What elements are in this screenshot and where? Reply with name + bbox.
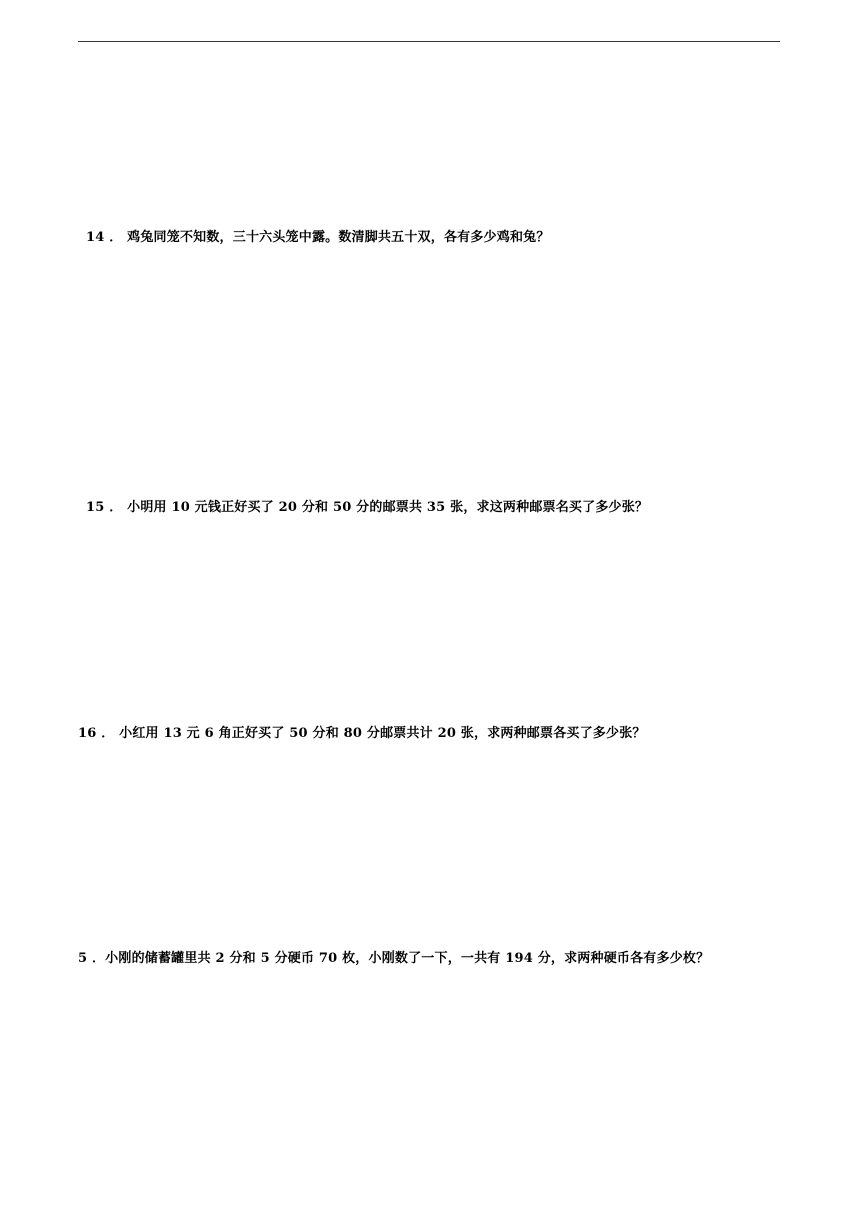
question-16: 16 ． 小红用 13 元 6 角正好买了 50 分和 80 分邮票共计 20 张，求两种邮票各买了多少张？ (78, 726, 646, 741)
question-14: 14 ． 鸡兔同笼不知数，三十六头笼中露。数清脚共五十双，各有多少鸡和兔？ (86, 230, 550, 245)
question-15: 15 ． 小明用 10 元钱正好买了 20 分和 50 分的邮票共 35 张，求这两种邮票名买了多少张？ (86, 500, 649, 515)
header-rule (78, 41, 780, 42)
question-5: 5 ．小刚的储蓄罐里共 2 分和 5 分硬币 70 枚，小刚数了一下，一共有 194 分，求两种硬币各有多少枚？ (78, 951, 710, 966)
